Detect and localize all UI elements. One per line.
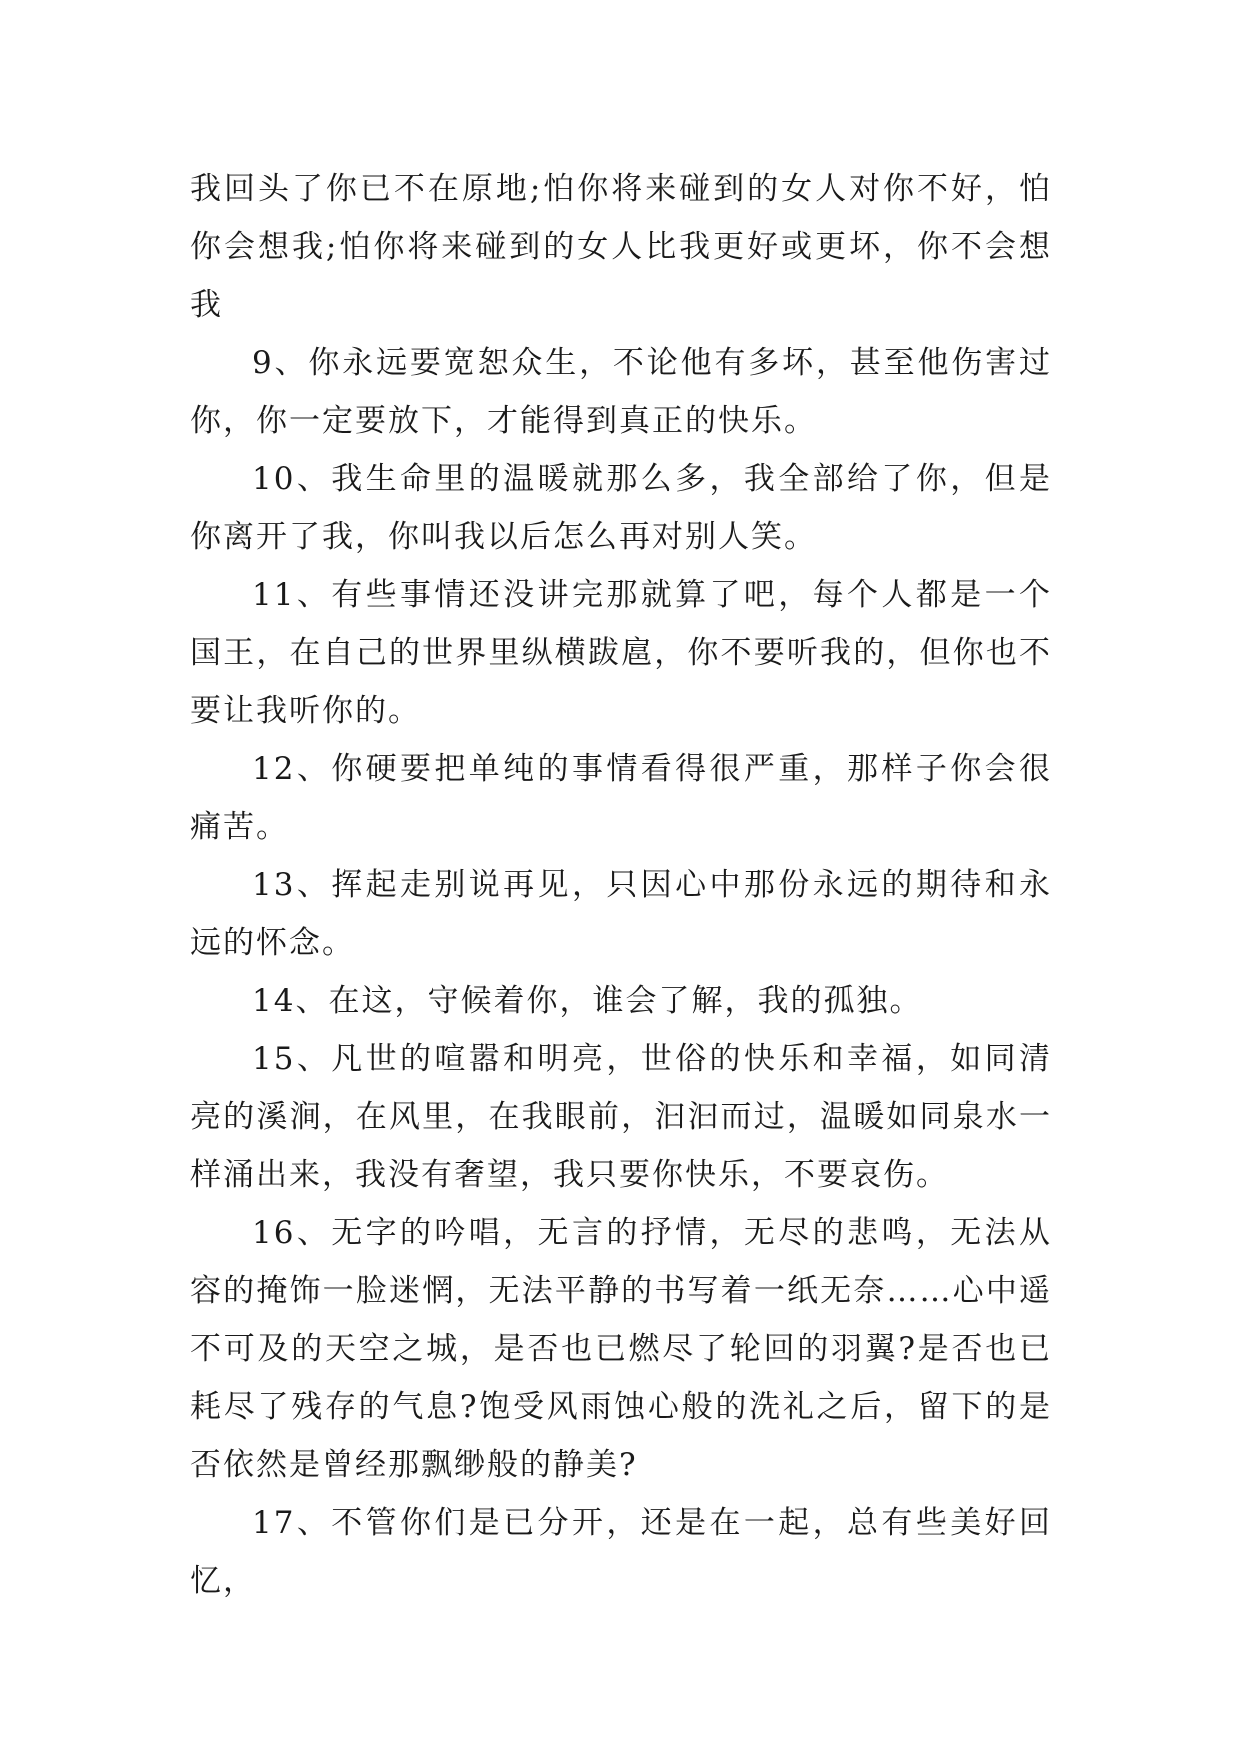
paragraph-continued: 我回头了你已不在原地;怕你将来碰到的女人对你不好，怕你会想我;怕你将来碰到的女人比我更好或更坏，你不会想我 xyxy=(190,171,1052,323)
paragraph-11: 11、有些事情还没讲完那就算了吧，每个人都是一个国王，在自己的世界里纵横跋扈，你不要听我的，但你也不要让我听你的。 xyxy=(190,577,1052,729)
paragraph-14: 14、在这，守候着你，谁会了解，我的孤独。 xyxy=(252,983,923,1019)
paragraph-9: 9、你永远要宽恕众生，不论他有多坏，甚至他伤害过你，你一定要放下，才能得到真正的快乐。 xyxy=(190,345,1052,439)
paragraph-13: 13、挥起走别说再见，只因心中那份永远的期待和永远的怀念。 xyxy=(190,867,1052,961)
paragraph-16: 16、无字的吟唱，无言的抒情，无尽的悲鸣，无法从容的掩饰一脸迷惘，无法平静的书写着一纸无奈……心中遥不可及的天空之城，是否也已燃尽了轮回的羽翼?是否也已耗尽了残存的气息?饱受风雨蚀心般的洗礼之后，留下的是否依然是曾经那飘缈般的静美? xyxy=(190,1215,1052,1483)
paragraph-10: 10、我生命里的温暖就那么多，我全部给了你，但是你离开了我，你叫我以后怎么再对别人笑。 xyxy=(190,461,1052,555)
paragraph-12: 12、你硬要把单纯的事情看得很严重，那样子你会很痛苦。 xyxy=(190,751,1052,845)
paragraph-15: 15、凡世的喧嚣和明亮，世俗的快乐和幸福，如同清亮的溪涧，在风里，在我眼前，汩汩而过，温暖如同泉水一样涌出来，我没有奢望，我只要你快乐，不要哀伤。 xyxy=(190,1041,1052,1193)
document-body xyxy=(190,160,1052,1610)
paragraph-17: 17、不管你们是已分开，还是在一起，总有些美好回忆， xyxy=(190,1505,1052,1599)
